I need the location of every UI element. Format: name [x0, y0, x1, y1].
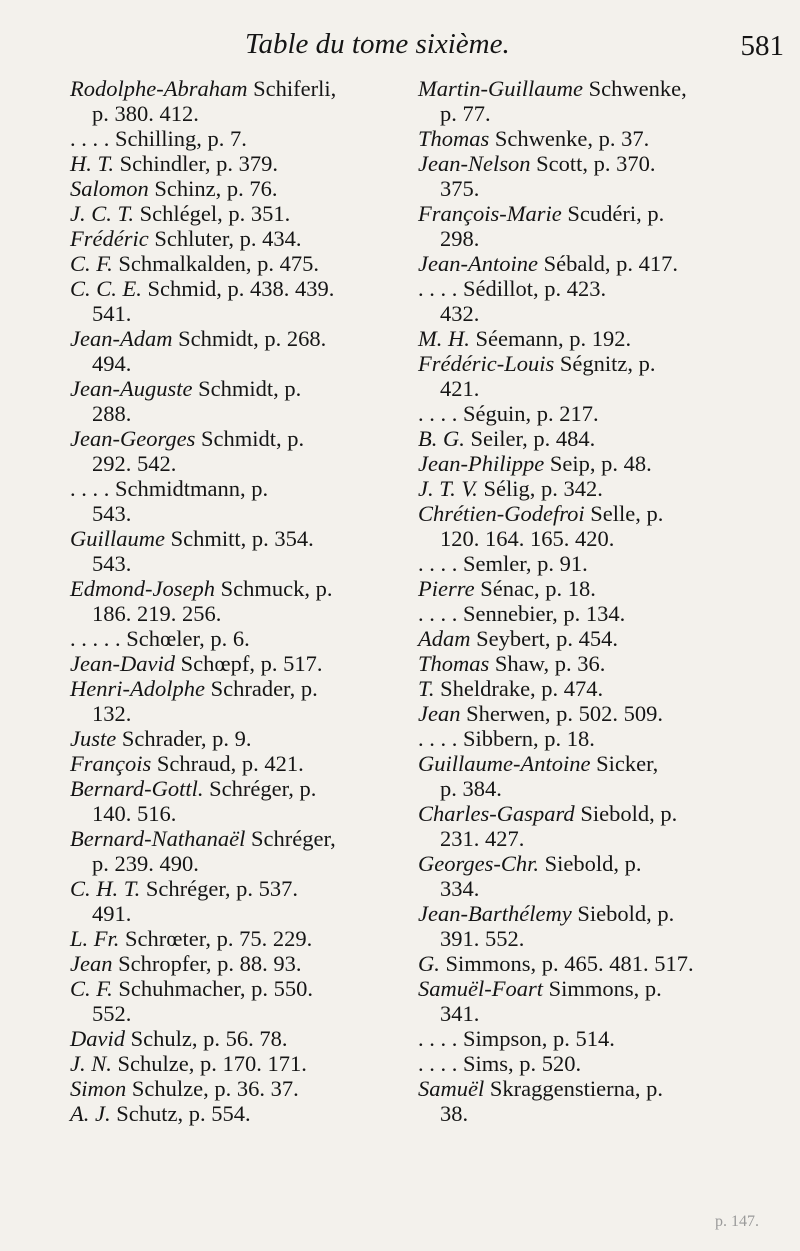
- index-entry: [70, 876, 400, 926]
- entry-text: Schmidt, p.: [192, 376, 302, 401]
- index-entry: [70, 1051, 400, 1076]
- entry-text: Siebold, p.: [571, 901, 675, 926]
- entry-text: 552.: [92, 1001, 132, 1026]
- index-entry: [418, 1076, 790, 1126]
- entry-continuation-line: [418, 1001, 790, 1026]
- entry-given-name: Jean-Auguste: [70, 376, 193, 401]
- entry-line: [70, 251, 400, 276]
- index-entry: [418, 551, 790, 576]
- index-entry: [70, 726, 400, 751]
- entry-text: 132.: [92, 701, 132, 726]
- index-entry: [418, 626, 790, 651]
- index-entry: [70, 1026, 400, 1051]
- index-entry: [418, 701, 790, 726]
- entry-line: [70, 276, 400, 301]
- entry-line: [70, 176, 400, 201]
- entry-line: [70, 651, 400, 676]
- entry-given-name: Jean-Barthélemy: [418, 901, 572, 926]
- entry-given-name: Bernard-Nathanaël: [70, 826, 246, 851]
- entry-line: [70, 626, 400, 651]
- entry-text: Sherwen, p. 502. 509.: [460, 701, 663, 726]
- entry-text: p. 239. 490.: [92, 851, 199, 876]
- entry-given-name: Guillaume-Antoine: [418, 751, 591, 776]
- entry-text: Schmitt, p. 354.: [165, 526, 314, 551]
- index-entry: [418, 401, 790, 426]
- entry-line: [70, 1076, 400, 1101]
- entry-text: Schmalkalden, p. 475.: [112, 251, 319, 276]
- index-entry: [418, 1051, 790, 1076]
- entry-text: Schulze, p. 36. 37.: [126, 1076, 299, 1101]
- entry-text: Sicker,: [590, 751, 659, 776]
- entry-continuation-line: [418, 876, 790, 901]
- entry-text: Schluter, p. 434.: [148, 226, 302, 251]
- entry-given-name: Henri-Adolphe: [70, 676, 205, 701]
- entry-given-name: Jean-Nelson: [418, 151, 531, 176]
- entry-line: [70, 76, 400, 101]
- entry-text: . . . . Sédillot, p. 423.: [418, 276, 607, 301]
- entry-text: Scott, p. 370.: [530, 151, 656, 176]
- entry-line: [70, 826, 400, 851]
- entry-line: [418, 651, 790, 676]
- index-entry: [70, 626, 400, 651]
- entry-line: [70, 226, 400, 251]
- index-entry: [70, 276, 400, 326]
- entry-text: Schmidt, p. 268.: [172, 326, 327, 351]
- entry-line: [70, 426, 400, 451]
- entry-text: 186. 219. 256.: [92, 601, 222, 626]
- entry-given-name: David: [70, 1026, 125, 1051]
- entry-text: 334.: [440, 876, 480, 901]
- entry-continuation-line: [70, 451, 400, 476]
- entry-given-name: Charles-Gaspard: [418, 801, 575, 826]
- index-entry: [70, 1101, 400, 1126]
- entry-line: [70, 926, 400, 951]
- entry-text: 494.: [92, 351, 132, 376]
- entry-line: [418, 351, 790, 376]
- index-entry: [418, 901, 790, 951]
- index-entry: [418, 76, 790, 126]
- entry-line: [418, 151, 790, 176]
- index-entry: [70, 426, 400, 476]
- entry-continuation-line: [70, 351, 400, 376]
- entry-text: . . . . Schmidtmann, p.: [70, 476, 269, 501]
- entry-text: 432.: [440, 301, 480, 326]
- entry-text: . . . . Simpson, p. 514.: [418, 1026, 615, 1051]
- entry-text: Schlégel, p. 351.: [133, 201, 291, 226]
- index-column-right: [418, 76, 790, 1126]
- entry-given-name: Guillaume: [70, 526, 165, 551]
- index-entry: [70, 201, 400, 226]
- entry-text: Schwenke, p. 37.: [489, 126, 650, 151]
- page-number: 581: [740, 30, 784, 62]
- entry-text: Simmons, p.: [542, 976, 662, 1001]
- entry-continuation-line: [418, 826, 790, 851]
- entry-text: Schrader, p.: [204, 676, 318, 701]
- index-entry: [418, 201, 790, 251]
- entry-text: . . . . Sims, p. 520.: [418, 1051, 582, 1076]
- entry-line: [418, 476, 790, 501]
- index-entry: [70, 576, 400, 626]
- entry-line: [418, 201, 790, 226]
- entry-given-name: Bernard-Gottl.: [70, 776, 204, 801]
- entry-continuation-line: [70, 901, 400, 926]
- index-entry: [418, 151, 790, 201]
- index-entry: [418, 1026, 790, 1051]
- entry-given-name: Simon: [70, 1076, 127, 1101]
- entry-given-name: Thomas: [418, 126, 490, 151]
- entry-line: [418, 726, 790, 751]
- entry-line: [70, 1051, 400, 1076]
- entry-continuation-line: [70, 801, 400, 826]
- index-entry: [418, 976, 790, 1026]
- index-entry: [70, 826, 400, 876]
- entry-text: Schrœter, p. 75. 229.: [119, 926, 313, 951]
- entry-line: [70, 1101, 400, 1126]
- entry-continuation-line: [70, 301, 400, 326]
- entry-line: [418, 251, 790, 276]
- entry-given-name: C. C. E.: [70, 276, 142, 301]
- entry-given-name: Jean-Antoine: [418, 251, 538, 276]
- entry-text: 140. 516.: [92, 801, 177, 826]
- entry-text: 341.: [440, 1001, 480, 1026]
- index-entry: [70, 376, 400, 426]
- entry-text: Schwenke,: [582, 76, 687, 101]
- entry-line: [418, 576, 790, 601]
- entry-text: Schutz, p. 554.: [110, 1101, 251, 1126]
- entry-text: Ségnitz, p.: [554, 351, 656, 376]
- entry-line: [418, 276, 790, 301]
- index-entry: [418, 726, 790, 751]
- entry-text: Scudéri, p.: [561, 201, 665, 226]
- index-entry: [70, 976, 400, 1026]
- index-entry: [418, 476, 790, 501]
- bleed-through-text: p. 147.: [715, 1213, 759, 1230]
- entry-line: [418, 401, 790, 426]
- entry-line: [70, 201, 400, 226]
- entry-text: Schmid, p. 438. 439.: [141, 276, 335, 301]
- entry-continuation-line: [418, 526, 790, 551]
- entry-text: Séemann, p. 192.: [469, 326, 632, 351]
- entry-line: [418, 1051, 790, 1076]
- entry-continuation-line: [70, 501, 400, 526]
- index-entry: [70, 226, 400, 251]
- entry-given-name: Rodolphe-Abraham: [70, 76, 248, 101]
- entry-line: [70, 726, 400, 751]
- entry-line: [418, 76, 790, 101]
- entry-text: . . . . Semler, p. 91.: [418, 551, 588, 576]
- entry-text: Siebold, p.: [539, 851, 642, 876]
- entry-given-name: Frédéric-Louis: [418, 351, 555, 376]
- entry-continuation-line: [70, 401, 400, 426]
- entry-continuation-line: [70, 551, 400, 576]
- index-entry: [418, 801, 790, 851]
- entry-given-name: Juste: [70, 726, 117, 751]
- entry-text: Seybert, p. 454.: [470, 626, 618, 651]
- index-entry: [418, 951, 790, 976]
- entry-text: . . . . . Schœler, p. 6.: [70, 626, 250, 651]
- entry-continuation-line: [70, 1001, 400, 1026]
- entry-line: [418, 901, 790, 926]
- index-entry: [418, 426, 790, 451]
- entry-line: [70, 951, 400, 976]
- entry-given-name: Pierre: [418, 576, 475, 601]
- entry-text: Schmidt, p.: [195, 426, 305, 451]
- entry-text: Shaw, p. 36.: [489, 651, 606, 676]
- entry-given-name: Salomon: [70, 176, 149, 201]
- entry-line: [418, 1076, 790, 1101]
- entry-continuation-line: [418, 376, 790, 401]
- entry-line: [418, 951, 790, 976]
- index-entry: [418, 326, 790, 351]
- entry-text: Skraggenstierna, p.: [484, 1076, 663, 1101]
- index-entry: [418, 851, 790, 901]
- entry-given-name: M. H.: [418, 326, 470, 351]
- entry-given-name: Samuël: [418, 1076, 485, 1101]
- index-entry: [70, 151, 400, 176]
- entry-line: [418, 451, 790, 476]
- index-entry: [70, 251, 400, 276]
- entry-line: [70, 526, 400, 551]
- entry-line: [418, 801, 790, 826]
- entry-text: Schrader, p. 9.: [116, 726, 252, 751]
- entry-text: 543.: [92, 501, 132, 526]
- entry-given-name: C. H. T.: [70, 876, 141, 901]
- index-column-left: [70, 76, 400, 1126]
- index-entry: [70, 926, 400, 951]
- index-entry: [418, 501, 790, 551]
- entry-given-name: Jean-Adam: [70, 326, 173, 351]
- entry-text: Sheldrake, p. 474.: [434, 676, 604, 701]
- index-entry: [418, 751, 790, 801]
- index-entry: [418, 601, 790, 626]
- entry-given-name: François-Marie: [418, 201, 562, 226]
- entry-line: [70, 151, 400, 176]
- entry-text: 292. 542.: [92, 451, 177, 476]
- entry-text: 491.: [92, 901, 132, 926]
- entry-given-name: Adam: [418, 626, 471, 651]
- entry-text: 38.: [440, 1101, 469, 1126]
- entry-text: Schréger, p. 537.: [140, 876, 299, 901]
- entry-line: [418, 126, 790, 151]
- index-entry: [70, 326, 400, 376]
- entry-text: Sélig, p. 342.: [477, 476, 603, 501]
- entry-text: Seiler, p. 484.: [464, 426, 596, 451]
- index-entry: [70, 951, 400, 976]
- entry-text: 298.: [440, 226, 480, 251]
- entry-line: [70, 476, 400, 501]
- page-header: [60, 28, 790, 72]
- entry-given-name: G.: [418, 951, 440, 976]
- entry-text: Schréger, p.: [203, 776, 317, 801]
- entry-given-name: C. F.: [70, 976, 113, 1001]
- entry-line: [418, 1026, 790, 1051]
- entry-line: [70, 326, 400, 351]
- index-entry: [70, 1076, 400, 1101]
- entry-text: Schulz, p. 56. 78.: [125, 1026, 288, 1051]
- entry-given-name: Martin-Guillaume: [418, 76, 583, 101]
- entry-given-name: Georges-Chr.: [418, 851, 540, 876]
- entry-given-name: Jean-Georges: [70, 426, 196, 451]
- entry-line: [418, 701, 790, 726]
- entry-continuation-line: [70, 851, 400, 876]
- entry-text: 391. 552.: [440, 926, 525, 951]
- entry-text: 543.: [92, 551, 132, 576]
- entry-line: [418, 751, 790, 776]
- index-entry: [70, 676, 400, 726]
- entry-line: [70, 126, 400, 151]
- entry-text: p. 384.: [440, 776, 502, 801]
- entry-text: Schmuck, p.: [214, 576, 333, 601]
- entry-given-name: Edmond-Joseph: [70, 576, 215, 601]
- entry-text: p. 77.: [440, 101, 491, 126]
- entry-continuation-line: [418, 1101, 790, 1126]
- index-entry: [418, 276, 790, 326]
- entry-given-name: H. T.: [70, 151, 114, 176]
- entry-given-name: C. F.: [70, 251, 113, 276]
- entry-text: . . . . Sibbern, p. 18.: [418, 726, 595, 751]
- entry-line: [418, 851, 790, 876]
- entry-text: Schulze, p. 170. 171.: [111, 1051, 307, 1076]
- entry-line: [70, 776, 400, 801]
- entry-text: Siebold, p.: [574, 801, 678, 826]
- index-entry: [70, 76, 400, 126]
- index-entry: [70, 126, 400, 151]
- index-entry: [70, 176, 400, 201]
- entry-text: Sébald, p. 417.: [537, 251, 678, 276]
- index-entry: [70, 651, 400, 676]
- index-entry: [70, 751, 400, 776]
- entry-line: [70, 676, 400, 701]
- entry-text: Schindler, p. 379.: [113, 151, 279, 176]
- entry-text: Simmons, p. 465. 481. 517.: [439, 951, 694, 976]
- entry-text: Schiferli,: [247, 76, 337, 101]
- entry-continuation-line: [418, 176, 790, 201]
- entry-text: Schropfer, p. 88. 93.: [112, 951, 302, 976]
- entry-text: 541.: [92, 301, 132, 326]
- entry-given-name: J. N.: [70, 1051, 112, 1076]
- entry-given-name: J. C. T.: [70, 201, 134, 226]
- entry-line: [70, 876, 400, 901]
- entry-given-name: Jean: [418, 701, 461, 726]
- index-entry: [418, 576, 790, 601]
- entry-given-name: Samuël-Foart: [418, 976, 543, 1001]
- entry-line: [418, 601, 790, 626]
- entry-given-name: L. Fr.: [70, 926, 120, 951]
- entry-text: Sénac, p. 18.: [474, 576, 596, 601]
- entry-text: Schréger,: [245, 826, 336, 851]
- entry-given-name: B. G.: [418, 426, 465, 451]
- entry-line: [418, 501, 790, 526]
- entry-continuation-line: [418, 226, 790, 251]
- entry-text: Schœpf, p. 517.: [174, 651, 323, 676]
- entry-continuation-line: [418, 301, 790, 326]
- entry-given-name: J. T. V.: [418, 476, 478, 501]
- entry-continuation-line: [418, 926, 790, 951]
- entry-continuation-line: [70, 701, 400, 726]
- entry-line: [418, 976, 790, 1001]
- entry-continuation-line: [70, 601, 400, 626]
- entry-text: p. 380. 412.: [92, 101, 199, 126]
- entry-line: [418, 551, 790, 576]
- entry-line: [70, 576, 400, 601]
- entry-text: . . . . Schilling, p. 7.: [70, 126, 247, 151]
- entry-given-name: Jean: [70, 951, 113, 976]
- entry-continuation-line: [70, 101, 400, 126]
- entry-text: Schuhmacher, p. 550.: [112, 976, 314, 1001]
- entry-given-name: Frédéric: [70, 226, 149, 251]
- entry-text: . . . . Séguin, p. 217.: [418, 401, 599, 426]
- index-entry: [70, 526, 400, 576]
- entry-text: 288.: [92, 401, 132, 426]
- entry-given-name: A. J.: [70, 1101, 111, 1126]
- entry-line: [418, 326, 790, 351]
- entry-given-name: Jean-David: [70, 651, 175, 676]
- index-entry: [70, 476, 400, 526]
- entry-line: [70, 376, 400, 401]
- entry-line: [418, 626, 790, 651]
- index-entry: [418, 126, 790, 151]
- index-entry: [418, 451, 790, 476]
- index-entry: [418, 251, 790, 276]
- entry-given-name: Jean-Philippe: [418, 451, 545, 476]
- entry-line: [70, 976, 400, 1001]
- index-entry: [418, 651, 790, 676]
- entry-text: Seip, p. 48.: [544, 451, 652, 476]
- entry-text: Schraud, p. 421.: [151, 751, 304, 776]
- entry-text: Schinz, p. 76.: [148, 176, 278, 201]
- entry-continuation-line: [418, 101, 790, 126]
- index-entry: [418, 676, 790, 701]
- entry-continuation-line: [418, 776, 790, 801]
- entry-given-name: T.: [418, 676, 435, 701]
- index-entry: [418, 351, 790, 401]
- entry-text: 120. 164. 165. 420.: [440, 526, 615, 551]
- entry-text: . . . . Sennebier, p. 134.: [418, 601, 626, 626]
- entry-line: [70, 1026, 400, 1051]
- entry-line: [418, 676, 790, 701]
- entry-text: 375.: [440, 176, 480, 201]
- entry-line: [70, 751, 400, 776]
- entry-given-name: Thomas: [418, 651, 490, 676]
- entry-line: [418, 426, 790, 451]
- entry-given-name: Chrétien-Godefroi: [418, 501, 585, 526]
- running-title: Table du tome sixième.: [245, 28, 510, 60]
- entry-given-name: François: [70, 751, 152, 776]
- index-entry: [70, 776, 400, 826]
- entry-text: Selle, p.: [584, 501, 664, 526]
- entry-text: 421.: [440, 376, 480, 401]
- entry-text: 231. 427.: [440, 826, 525, 851]
